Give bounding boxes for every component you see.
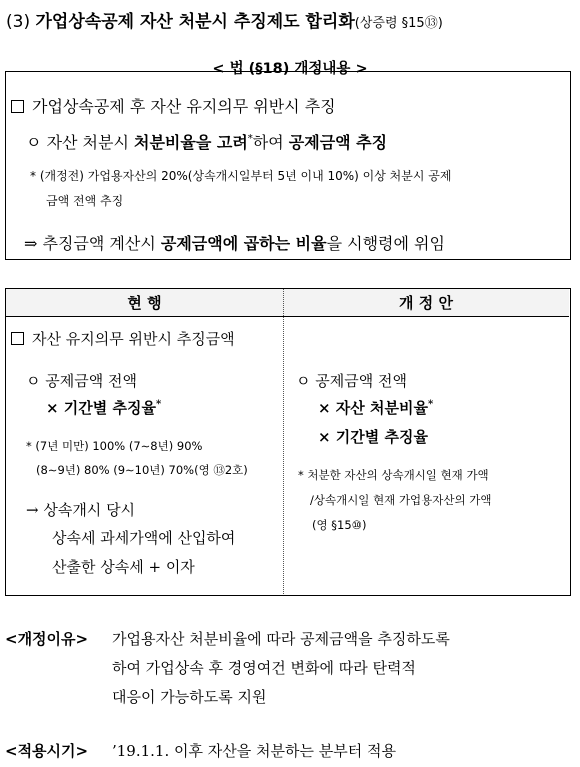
- proposed-note3: (영 §15⑩): [312, 518, 367, 532]
- section-ref: (상증령 §15⑬): [354, 16, 443, 31]
- amendment-bullet: ㅇ 자산 처분시 처분비율을 고려*하여 공제금액 추징: [26, 133, 388, 152]
- header-current: 현 행: [6, 289, 283, 317]
- amendment-note-line2: 금액 전액 추징: [46, 194, 124, 208]
- effective-label: <적용시기>: [5, 742, 89, 760]
- reason-line2: 하여 가업상속 후 경영여건 변화에 따라 탄력적: [112, 659, 416, 677]
- checkbox-square-icon: [11, 332, 24, 345]
- amendment-delegation: ⇒ 추징금액 계산시 공제금액에 곱하는 비율을 시행령에 위임: [24, 234, 445, 253]
- current-line2: × 기간별 추징율*: [46, 399, 162, 417]
- reason-line3: 대응이 가능하도록 지원: [112, 688, 267, 706]
- proposed-note1: * 처분한 자산의 상속개시일 현재 가액: [298, 468, 489, 482]
- current-line1: ㅇ 공제금액 전액: [26, 372, 137, 390]
- amendment-note-line1: * (개정전) 가업용자산의 20%(상속개시일부터 5년 이내 10%) 이상 처분시 공제: [30, 169, 452, 183]
- current-item: 자산 유지의무 위반시 추징금액: [11, 328, 235, 349]
- circle-bullet-icon: ㅇ: [26, 133, 42, 152]
- checkbox-square-icon: [11, 100, 24, 113]
- proposed-line2: × 자산 처분비율*: [318, 399, 434, 417]
- current-note2: (8∼9년) 80% (9∼10년) 70%(영 ⑬2호): [36, 463, 248, 477]
- amendment-title: < 법 (§18) 개정내용 >: [212, 61, 368, 77]
- current-arrow-line2: 상속세 과세가액에 산입하여: [52, 529, 236, 547]
- effective-text: ’19.1.1. 이후 자산을 처분하는 분부터 적용: [112, 742, 396, 760]
- column-divider: [283, 289, 284, 594]
- proposed-line3: × 기간별 추징율: [318, 428, 428, 446]
- reason-label: <개정이유>: [5, 630, 89, 648]
- header-proposed: 개 정 안: [283, 289, 569, 317]
- section-title: 가업상속공제 자산 처분시 추징제도 합리화: [35, 12, 355, 32]
- section-number: (3): [6, 12, 31, 32]
- double-arrow-icon: ⇒: [24, 234, 38, 253]
- reason-line1: 가업용자산 처분비율에 따라 공제금액을 추징하도록: [112, 630, 450, 648]
- proposed-line1: ㅇ 공제금액 전액: [296, 372, 407, 390]
- section-heading: [6, 7, 443, 32]
- proposed-note2: /상속개시일 현재 가업용자산의 가액: [310, 493, 492, 507]
- current-arrow-line3: 산출한 상속세 + 이자: [52, 558, 195, 576]
- current-note1: * (7년 미만) 100% (7∼8년) 90%: [26, 439, 203, 453]
- current-arrow-line: → 상속개시 당시: [26, 501, 136, 519]
- amendment-item: 가업상속공제 후 자산 유지의무 위반시 추징: [11, 94, 336, 117]
